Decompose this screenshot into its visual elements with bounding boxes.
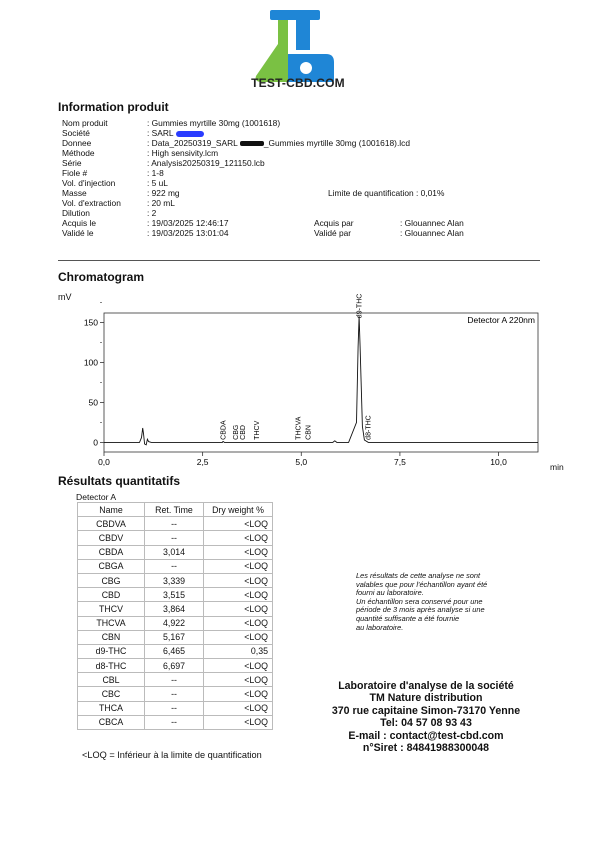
x-tick-label: 7,5 — [393, 457, 406, 467]
x-axis-unit: min — [550, 462, 564, 472]
cell-name: CBL — [78, 673, 145, 687]
cell-ret-time: -- — [145, 673, 204, 687]
col-dry-weight: Dry weight % — [204, 503, 273, 517]
x-tick-label: 0,0 — [98, 457, 110, 467]
cell-dry-weight: 0,35 — [204, 644, 273, 658]
cell-dry-weight: <LOQ — [204, 573, 273, 587]
cell-name: THCV — [78, 602, 145, 616]
cell-ret-time: 3,864 — [145, 602, 204, 616]
lab-info — [300, 680, 552, 754]
lab-line: 370 rue capitaine Simon-73170 Yenne — [331, 704, 521, 717]
cell-ret-time: -- — [145, 715, 204, 729]
x-tick-label: 2,5 — [196, 457, 209, 467]
loq-footnote: <LOQ = Inférieur à la limite de quantification — [82, 750, 262, 760]
cell-name: CBDVA — [78, 517, 145, 531]
cell-ret-time: -- — [145, 517, 204, 531]
peak-label: d8-THC — [365, 415, 373, 440]
cell-name: THCVA — [78, 616, 145, 630]
cell-dry-weight: <LOQ — [204, 517, 273, 531]
table-row — [78, 673, 273, 687]
x-tick-label: 5,0 — [295, 457, 308, 467]
peak-label: THCVA — [295, 416, 303, 440]
table-row — [78, 531, 273, 545]
cell-name: CBDV — [78, 531, 145, 545]
loq-limit: Limite de quantification : 0,01% — [328, 188, 445, 198]
y-tick-label: 0 — [93, 437, 98, 448]
cell-dry-weight: <LOQ — [204, 659, 273, 673]
table-row — [78, 659, 273, 673]
x-tick-label: 10,0 — [490, 457, 507, 467]
cell-name: d9-THC — [78, 644, 145, 658]
table-row — [78, 630, 273, 644]
cell-ret-time: -- — [145, 531, 204, 545]
cell-dry-weight: <LOQ — [204, 687, 273, 701]
cell-dry-weight: <LOQ — [204, 588, 273, 602]
table-row — [78, 644, 273, 658]
cell-ret-time: -- — [145, 701, 204, 715]
cell-dry-weight: <LOQ — [204, 559, 273, 573]
cell-dry-weight: <LOQ — [204, 673, 273, 687]
table-row — [78, 602, 273, 616]
cell-ret-time: -- — [145, 559, 204, 573]
table-row — [78, 715, 273, 729]
cell-dry-weight: <LOQ — [204, 715, 273, 729]
col-ret-time: Ret. Time — [145, 503, 204, 517]
cell-dry-weight: <LOQ — [204, 701, 273, 715]
peak-label: d9-THC — [356, 293, 364, 319]
y-tick-label: 100 — [83, 357, 98, 368]
chromatogram-heading: Chromatogram — [58, 270, 145, 284]
disclaimer-note: Les résultats de cette analyse ne sont valables que pour l'échantillon ayant été fourni au laboratoire. Un échantillon sera conservé pour une période de 3 mois après analyse si une quantité suffisante a été fournie au laboratoire. — [356, 571, 488, 632]
table-header-row — [78, 503, 273, 517]
cell-ret-time: -- — [145, 687, 204, 701]
cell-name: CBG — [78, 573, 145, 587]
peak-label: CBDA — [220, 420, 228, 440]
peak-label: CBN — [305, 425, 313, 440]
cell-dry-weight: <LOQ — [204, 531, 273, 545]
lab-line: Tel: 04 57 08 93 43 — [380, 717, 472, 730]
peak-label: CBD — [240, 425, 248, 440]
cell-name: CBDA — [78, 545, 145, 559]
table-row — [78, 687, 273, 701]
lab-line: n°Siret : 84841988300048 — [362, 742, 490, 755]
cell-ret-time: 6,465 — [145, 644, 204, 658]
lab-email: E-mail : contact@test-cbd.com — [348, 729, 504, 742]
lab-line: TM Nature distribution — [369, 692, 483, 705]
logo-text: TEST-CBD.COM — [251, 76, 345, 90]
chromatogram-trace — [104, 316, 538, 445]
cell-dry-weight: <LOQ — [204, 616, 273, 630]
cell-name: CBC — [78, 687, 145, 701]
cell-dry-weight: <LOQ — [204, 545, 273, 559]
lab-line: Laboratoire d'analyse de la société — [338, 680, 514, 692]
cell-ret-time: 6,697 — [145, 659, 204, 673]
col-name: Name — [78, 503, 145, 517]
results-detector: Detector A — [76, 492, 117, 502]
cell-name: d8-THC — [78, 659, 145, 673]
cell-name: CBCA — [78, 715, 145, 729]
table-row — [78, 616, 273, 630]
detector-label: Detector A 220nm — [467, 315, 535, 325]
table-row — [78, 588, 273, 602]
table-row — [78, 573, 273, 587]
table-row — [78, 701, 273, 715]
plot-frame — [104, 313, 538, 452]
cell-ret-time: 3,515 — [145, 588, 204, 602]
peak-label: THCV — [253, 420, 261, 440]
cell-name: CBD — [78, 588, 145, 602]
cell-ret-time: 3,014 — [145, 545, 204, 559]
info-heading: Information produit — [58, 100, 169, 114]
cell-dry-weight: <LOQ — [204, 602, 273, 616]
cell-ret-time: 4,922 — [145, 616, 204, 630]
table-row — [78, 559, 273, 573]
table-row — [78, 545, 273, 559]
cell-name: CBGA — [78, 559, 145, 573]
cell-ret-time: 3,339 — [145, 573, 204, 587]
results-table — [77, 502, 273, 730]
y-tick-label: 150 — [83, 317, 98, 328]
table-row — [78, 517, 273, 531]
cell-name: CBN — [78, 630, 145, 644]
y-tick-label: 50 — [88, 397, 98, 408]
cell-ret-time: 5,167 — [145, 630, 204, 644]
y-axis-unit: mV — [58, 292, 72, 302]
cell-dry-weight: <LOQ — [204, 630, 273, 644]
cell-name: THCA — [78, 701, 145, 715]
results-heading: Résultats quantitatifs — [58, 474, 181, 488]
peak-label: CBG — [233, 424, 241, 440]
